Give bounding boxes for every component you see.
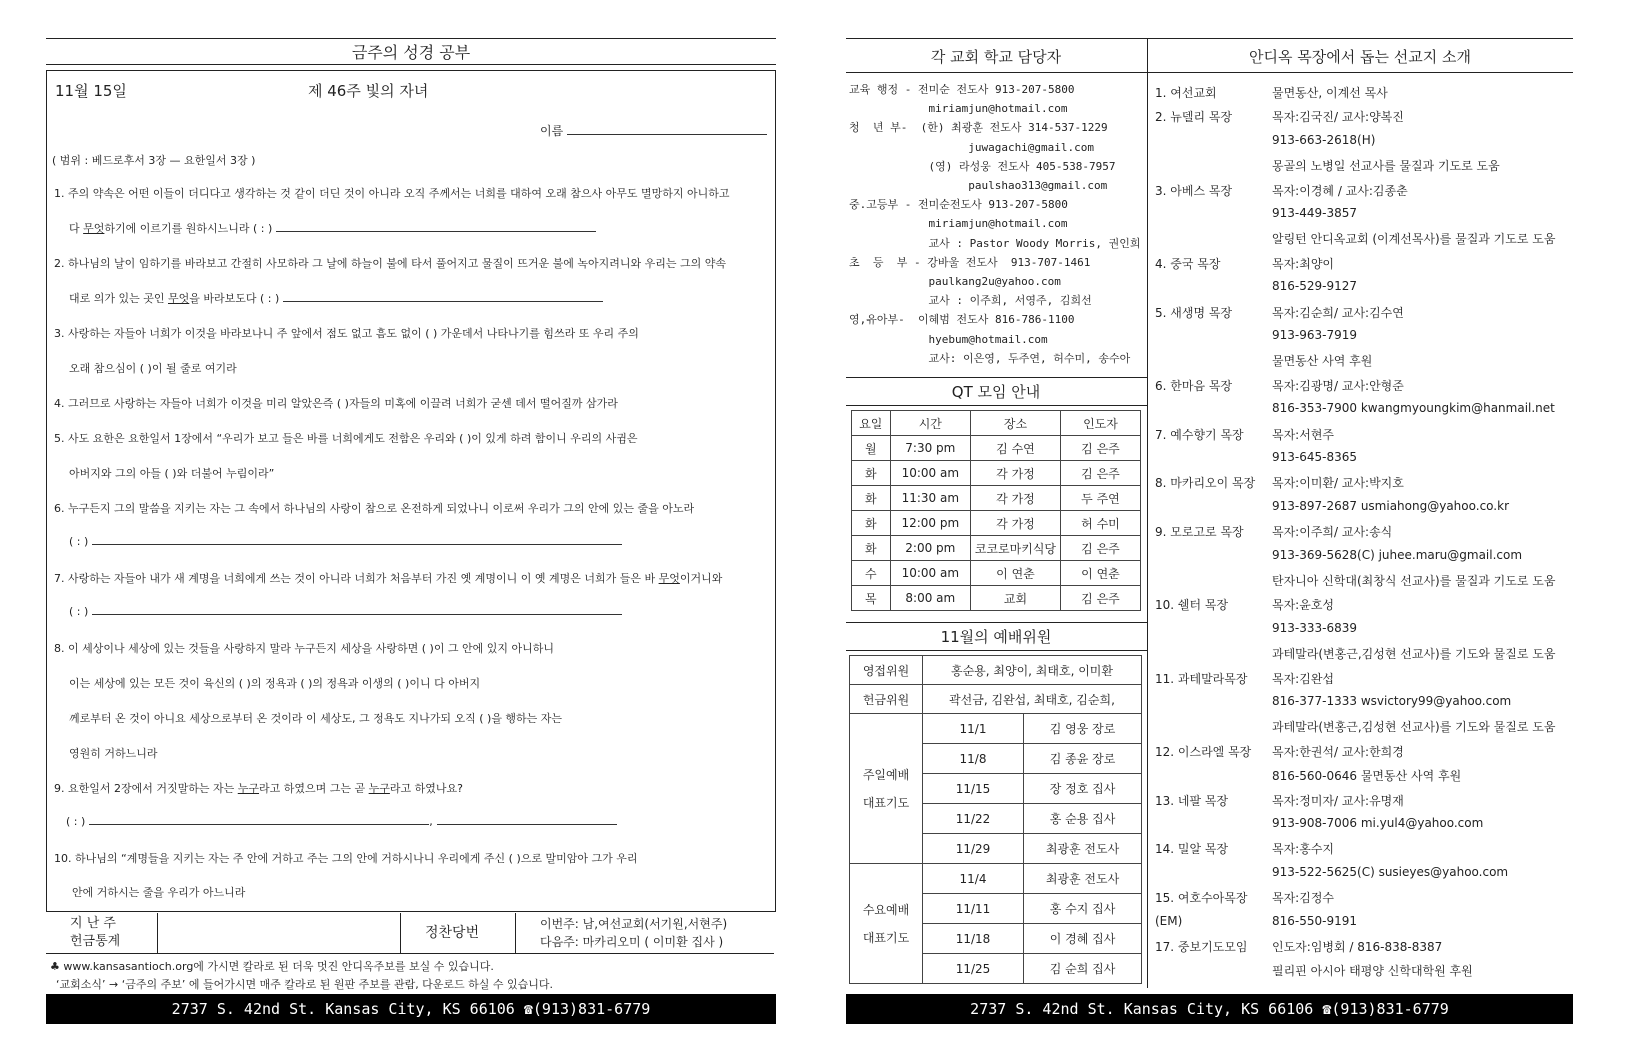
mission-detail: 물면동산 사역 후원 xyxy=(1272,354,1373,369)
qt-cell: 코코로마키식당 xyxy=(971,536,1061,561)
mission-name: 4. 중국 목장 xyxy=(1155,256,1221,271)
q6-line2: ( : ) xyxy=(69,535,622,548)
mission-name: (EM) xyxy=(1155,913,1183,928)
prayer-date: 11/25 xyxy=(923,954,1024,984)
offering-committee-label: 헌금위원 xyxy=(850,685,923,714)
qt-cell: 수 xyxy=(852,561,891,586)
scope: ( 범위 : 베드로후서 3장 — 요한일서 3장 ) xyxy=(52,154,256,167)
qt-cell: 12:00 pm xyxy=(890,511,970,536)
greeting-label: 영접위원 xyxy=(850,656,923,685)
qt-cell: 11:30 am xyxy=(890,486,970,511)
qt-cell: 김 수연 xyxy=(971,436,1061,461)
q7-line2: ( : ) xyxy=(69,605,622,618)
mission-name: 2. 뉴델리 목장 xyxy=(1155,110,1233,125)
staff-title: 각 교회 학교 담당자 xyxy=(930,48,1062,66)
mission-name: 11. 과테말라목장 xyxy=(1155,671,1248,686)
mission-detail: 과테말라(변홍근,김성현 선교사)를 기도와 물질로 도움 xyxy=(1272,720,1556,735)
divider xyxy=(157,913,158,953)
q10-line2: 안에 거하시는 줄을 우리가 아느니라 xyxy=(72,886,246,899)
greeting-names: 홍순용, 최양이, 최태호, 이미환 xyxy=(923,656,1142,685)
staff-line: 중.고등부 - 전미순전도사 913-207-5800 xyxy=(849,198,1068,212)
q9-line2: ( : ) , xyxy=(66,815,617,828)
qt-cell: 7:30 pm xyxy=(890,436,970,461)
qt-row xyxy=(852,586,1141,611)
mission-name: 14. 밀알 목장 xyxy=(1155,842,1229,857)
mission-detail: 목자:최양이 xyxy=(1272,256,1335,271)
worship-table xyxy=(849,655,1142,984)
q5-line2: 아버지와 그의 아들 ( )와 더불어 누림이라” xyxy=(69,467,275,480)
prayer-date: 11/11 xyxy=(923,894,1024,924)
mission-detail: 816-550-9191 xyxy=(1272,913,1358,928)
divider xyxy=(846,622,1147,623)
prayer-leader: 홍 순용 집사 xyxy=(1024,804,1142,834)
mission-name: 8. 마카리오이 목장 xyxy=(1155,476,1256,491)
mission-detail: 913-908-7006 mi.yul4@yahoo.com xyxy=(1272,816,1484,830)
mission-detail: 목자:한권석/ 교사:한희경 xyxy=(1272,744,1404,759)
q3-line1: 3. 사랑하는 자들아 너희가 이것을 바라보나니 주 앞에서 점도 없고 흠도 없이 ( ) 가운데서 나타나기를 힘쓰라 또 우리 주의 xyxy=(54,327,639,340)
qt-cell: 교회 xyxy=(971,586,1061,611)
mission-detail: 목자:김순희/ 교사:김수연 xyxy=(1272,305,1404,320)
mission-name: 7. 예수향기 목장 xyxy=(1155,427,1244,442)
q1-line2: 다 무엇하기에 이르기를 원하시느니라 ( : ) xyxy=(69,220,596,236)
qt-cell: 월 xyxy=(852,436,891,461)
q3-line2: 오래 참으심이 ( )이 될 줄로 여기라 xyxy=(69,362,237,375)
qt-cell: 허 수미 xyxy=(1060,511,1140,536)
qt-cell: 각 가정 xyxy=(971,461,1061,486)
offering-label-2: 헌금통계 xyxy=(70,934,121,949)
qt-row xyxy=(852,536,1141,561)
divider xyxy=(46,38,776,39)
mission-detail: 목자:홍수지 xyxy=(1272,842,1335,857)
staff-line: 교육 행정 - 전미순 전도사 913-207-5800 xyxy=(849,83,1075,96)
qt-header-cell: 요일 xyxy=(852,411,891,436)
q8-line3: 께로부터 온 것이 아니요 세상으로부터 온 것이라 이 세상도, 그 정욕도 지나가되 오직 ( )을 행하는 자는 xyxy=(69,712,563,725)
qt-cell: 10:00 am xyxy=(890,461,970,486)
prayer-leader: 최광훈 전도사 xyxy=(1024,834,1142,864)
qt-row xyxy=(852,461,1141,486)
worship-title: 11월의 예배위원 xyxy=(940,628,1052,646)
staff-line: (영) 라성웅 전도사 405-538-7957 xyxy=(849,159,1116,173)
qt-header-cell: 인도자 xyxy=(1060,411,1140,436)
divider xyxy=(846,650,1147,651)
qt-header-cell: 장소 xyxy=(971,411,1061,436)
duty-this-week: 이번주: 남,여선교회(서기원,서현주) xyxy=(540,917,728,931)
prayer-leader: 홍 수지 집사 xyxy=(1024,894,1142,924)
mission-detail: 913-333-6839 xyxy=(1272,620,1358,635)
staff-line: juwagachi@gmail.com xyxy=(849,140,1095,154)
mission-detail: 913-663-2618(H) xyxy=(1272,132,1376,147)
prayer-leader: 최광훈 전도사 xyxy=(1024,864,1142,894)
mission-name: 9. 모로고로 목장 xyxy=(1155,525,1244,540)
q9-line1: 9. 요한일서 2장에서 거짓말하는 자는 누구라고 하였으며 그는 곧 누구라고 하였나요? xyxy=(54,782,463,795)
qt-cell: 김 은주 xyxy=(1060,436,1140,461)
mission-name: 12. 이스라엘 목장 xyxy=(1155,744,1252,759)
mission-name: 15. 여호수아목장 xyxy=(1155,891,1248,906)
mission-name: 10. 쉘터 목장 xyxy=(1155,598,1229,613)
mission-detail: 목자:김정수 xyxy=(1272,891,1335,906)
study-section-title: 금주의 성경 공부 xyxy=(351,43,471,62)
right-footer: 2737 S. 42nd St. Kansas City, KS 66106 ☎(913)831-6779 xyxy=(846,994,1573,1024)
q1-line1: 1. 주의 약속은 어떤 이들이 더디다고 생각하는 것 같이 더딘 것이 아니라 오직 주께서는 너희를 대하여 오래 참으사 아무도 멸망하지 아니하고 xyxy=(54,187,730,200)
qt-cell: 화 xyxy=(852,461,891,486)
mission-name: 6. 한마음 목장 xyxy=(1155,378,1233,393)
mission-detail: 물면동산, 이계선 목사 xyxy=(1272,86,1388,100)
mission-name: 1. 여선교회 xyxy=(1155,86,1217,100)
qt-cell: 화 xyxy=(852,511,891,536)
staff-line: paulshao313@gmail.com xyxy=(849,179,1108,193)
staff-line: miriamjun@hotmail.com xyxy=(849,102,1068,116)
prayer-leader: 김 영웅 장로 xyxy=(1024,714,1142,744)
staff-line: 청 년 부- (한) 최광훈 전도사 314-537-1229 xyxy=(849,121,1108,135)
prayer-date: 11/4 xyxy=(923,864,1024,894)
qt-row xyxy=(852,561,1141,586)
wednesday-label-1: 수요예배 xyxy=(862,902,910,917)
download-note: ‘교회소식’ → ‘금주의 주보’ 에 들어가시면 매주 칼라로 된 원판 주보를 관람, 다운로드 하실 수 있습니다. xyxy=(56,978,554,991)
mission-detail: 목자:김완섭 xyxy=(1272,671,1335,686)
mission-detail: 필리핀 아시아 태평양 신학대학원 후원 xyxy=(1272,964,1473,979)
sunday-prayer-row xyxy=(850,714,1142,744)
name-blank xyxy=(567,134,767,135)
mission-detail: 816-377-1333 wsvictory99@yahoo.com xyxy=(1272,694,1512,708)
qt-row xyxy=(852,511,1141,536)
divider xyxy=(400,913,401,953)
mission-detail: 913-522-5625(C) susieyes@yahoo.com xyxy=(1272,864,1509,879)
mission-detail: 913-449-3857 xyxy=(1272,206,1358,220)
prayer-leader: 김 순희 집사 xyxy=(1024,954,1142,984)
prayer-leader: 장 정호 집사 xyxy=(1024,774,1142,804)
praise-label: 정찬당번 xyxy=(425,925,480,941)
mission-detail: 목자:정미자/ 교사:유명재 xyxy=(1272,793,1404,808)
qt-cell: 2:00 pm xyxy=(890,536,970,561)
q5-line1: 5. 사도 요한은 요한일서 1장에서 “우리가 보고 들은 바를 너희에게도 전함은 우리와 ( )이 있게 하려 함이니 우리의 사귐은 xyxy=(54,432,638,445)
name-label: 이름 xyxy=(540,124,564,138)
qt-row xyxy=(852,486,1141,511)
staff-list xyxy=(849,80,1141,368)
duty-next-week: 다음주: 마카리오미 ( 이미환 집사 ) xyxy=(540,935,724,949)
qt-cell: 8:00 am xyxy=(890,586,970,611)
staff-line: 영,유아부- 이혜범 전도사 816-786-1100 xyxy=(849,313,1075,327)
q2-line1: 2. 하나님의 날이 임하기를 바라보고 간절히 사모하라 그 날에 하늘이 불에 타서 풀어지고 물질이 뜨거운 불에 녹아지려니와 우리는 그의 약속 xyxy=(54,257,726,270)
offering-label-1: 지 난 주 xyxy=(70,916,116,931)
mission-detail: 목자:김광명/ 교사:안형준 xyxy=(1272,378,1404,393)
worship-row xyxy=(850,656,1142,685)
mission-detail: 인도자:임병회 / 816-838-8387 xyxy=(1272,940,1443,954)
mission-detail: 913-963-7919 xyxy=(1272,328,1358,342)
qt-cell: 김 은주 xyxy=(1060,461,1140,486)
mission-detail: 816-353-7900 kwangmyoungkim@hanmail.net xyxy=(1272,401,1555,416)
qt-cell: 각 가정 xyxy=(971,511,1061,536)
sunday-label-1: 주일예배 xyxy=(862,767,910,782)
worship-row xyxy=(850,685,1142,714)
qt-cell: 김 은주 xyxy=(1060,536,1140,561)
qt-cell: 두 주연 xyxy=(1060,486,1140,511)
website-note: ♣ www.kansasantioch.org에 가시면 칼라로 된 더욱 멋진 안디옥주보를 보실 수 있습니다. xyxy=(50,960,494,973)
mission-detail: 목자:이미환/ 교사:박지호 xyxy=(1272,476,1404,491)
wednesday-prayer-row xyxy=(850,864,1142,894)
mission-detail: 913-369-5628(C) juhee.maru@gmail.com xyxy=(1272,547,1523,562)
mission-name: 13. 네팔 목장 xyxy=(1155,793,1229,808)
q10-line1: 10. 하나님의 “계명들을 지키는 자는 주 안에 거하고 주는 그의 안에 거하시나니 우리에게 주신 ( )으로 말미암아 그가 우리 xyxy=(54,852,638,865)
mission-name: 5. 새생명 목장 xyxy=(1155,305,1233,320)
offering-committee-names: 곽선금, 김완섭, 최태호, 김순희, xyxy=(923,685,1142,714)
left-footer: 2737 S. 42nd St. Kansas City, KS 66106 ☎(913)831-6779 xyxy=(46,994,776,1024)
mission-name: 3. 아베스 목장 xyxy=(1155,183,1233,198)
prayer-date: 11/1 xyxy=(923,714,1024,744)
q8-line2: 이는 세상에 있는 모든 것이 육신의 ( )의 정욕과 ( )의 정욕과 이생의 ( )이니 다 아버지 xyxy=(69,677,481,690)
prayer-date: 11/15 xyxy=(923,774,1024,804)
mission-detail: 목자:이경혜 / 교사:김종춘 xyxy=(1272,183,1408,198)
prayer-date: 11/8 xyxy=(923,744,1024,774)
qt-row xyxy=(852,436,1141,461)
mission-detail: 목자:김국진/ 교사:양복진 xyxy=(1272,110,1404,125)
mission-detail: 몽골의 노병일 선교사를 물질과 기도로 도움 xyxy=(1272,159,1500,174)
q6-line1: 6. 누구든지 그의 말씀을 지키는 자는 그 속에서 하나님의 사랑이 참으로 온전하게 되었나니 이로써 우리가 그의 안에 있는 줄을 아노라 xyxy=(54,502,695,515)
q7-line1: 7. 사랑하는 자들아 내가 새 계명을 너희에게 쓰는 것이 아니라 너희가 처음부터 가진 옛 계명이니 이 옛 계명은 너희가 들은 바 무엇이거니와 xyxy=(54,572,723,585)
staff-line: miriamjun@hotmail.com xyxy=(849,217,1068,231)
qt-header-cell: 시간 xyxy=(890,411,970,436)
staff-line: 교사 : Pastor Woody Morris, 권인희 xyxy=(849,236,1141,250)
sunday-prayer-label xyxy=(850,714,923,864)
name-field xyxy=(540,122,767,139)
prayer-leader: 이 경혜 집사 xyxy=(1024,924,1142,954)
prayer-date: 11/29 xyxy=(923,834,1024,864)
qt-cell: 김 은주 xyxy=(1060,586,1140,611)
qt-table xyxy=(851,410,1141,611)
mission-detail: 816-560-0646 물면동산 사역 후원 xyxy=(1272,769,1462,784)
qt-header-row xyxy=(852,411,1141,436)
sunday-label-2: 대표기도 xyxy=(862,795,910,810)
qt-cell: 10:00 am xyxy=(890,561,970,586)
divider xyxy=(46,64,776,65)
missions-title: 안디옥 목장에서 돕는 선교지 소개 xyxy=(1249,48,1471,66)
divider xyxy=(846,38,1573,39)
divider xyxy=(846,405,1147,406)
q8-line4: 영원히 거하느니라 xyxy=(69,747,158,760)
mission-detail: 탄자니아 신학대(최창식 선교사)를 물질과 기도로 도움 xyxy=(1272,574,1556,588)
lesson-title: 제 46주 빛의 자녀 xyxy=(308,82,429,100)
qt-cell: 이 연춘 xyxy=(1060,561,1140,586)
mission-detail: 과테말라(변홍근,김성현 선교사)를 기도와 물질로 도움 xyxy=(1272,647,1556,662)
staff-line: hyebum@hotmail.com xyxy=(849,332,1048,346)
mission-detail: 목자:서현주 xyxy=(1272,427,1335,442)
prayer-leader: 김 종윤 장로 xyxy=(1024,744,1142,774)
qt-cell: 각 가정 xyxy=(971,486,1061,511)
mission-detail: 913-645-8365 xyxy=(1272,450,1358,464)
prayer-date: 11/22 xyxy=(923,804,1024,834)
divider xyxy=(846,377,1147,378)
staff-line: 초 등 부 - 강바울 전도사 913-707-1461 xyxy=(849,255,1091,269)
mission-detail: 목자:이주희/ 교사:송식 xyxy=(1272,525,1393,540)
mission-detail: 목자:윤호성 xyxy=(1272,598,1335,613)
staff-line: 교사: 이은영, 두주연, 허수미, 송수아 xyxy=(849,351,1131,365)
column-divider xyxy=(1147,38,1148,988)
qt-cell: 화 xyxy=(852,486,891,511)
staff-line: paulkang2u@yahoo.com xyxy=(849,275,1061,289)
q8-line1: 8. 이 세상이나 세상에 있는 것들을 사랑하지 말라 누구든지 세상을 사랑하면 ( )이 그 안에 있지 아니하니 xyxy=(54,642,555,655)
mission-detail: 알링턴 안디옥교회 (이계선목사)를 물질과 기도로 도움 xyxy=(1272,232,1556,247)
prayer-date: 11/18 xyxy=(923,924,1024,954)
mission-detail: 913-897-2687 usmiahong@yahoo.co.kr xyxy=(1272,498,1509,513)
qt-cell: 이 연춘 xyxy=(971,561,1061,586)
mission-name: 17. 중보기도모임 xyxy=(1155,940,1248,954)
mission-detail: 816-529-9127 xyxy=(1272,279,1358,294)
q2-line2: 대로 의가 있는 곳인 무엇을 바라보도다 ( : ) xyxy=(69,290,603,306)
divider xyxy=(515,913,516,953)
staff-line: 교사 : 이주희, 서영주, 김희선 xyxy=(849,294,1092,308)
qt-cell: 목 xyxy=(852,586,891,611)
divider xyxy=(846,72,1573,73)
wednesday-prayer-label xyxy=(850,864,923,984)
q4: 4. 그러므로 사랑하는 자들아 너희가 이것을 미리 알았은즉 ( )자들의 미혹에 이끌려 너희가 굳센 데서 떨어질까 삼가라 xyxy=(54,397,618,410)
wednesday-label-2: 대표기도 xyxy=(862,930,910,945)
qt-title: QT 모임 안내 xyxy=(951,383,1041,401)
study-date: 11월 15일 xyxy=(55,82,127,100)
qt-cell: 화 xyxy=(852,536,891,561)
